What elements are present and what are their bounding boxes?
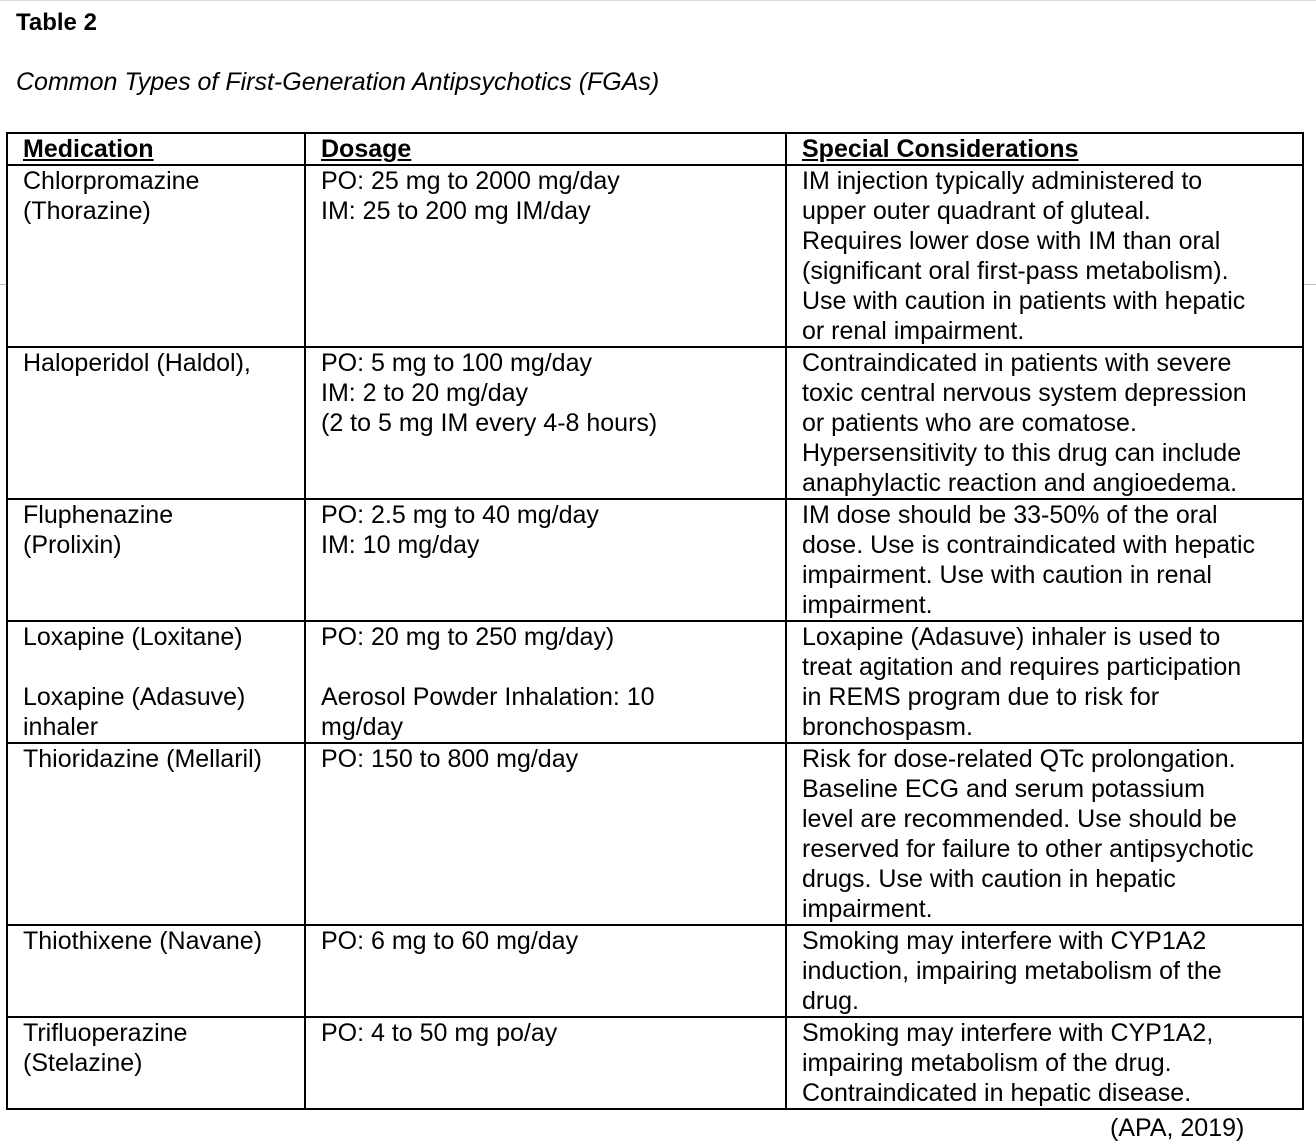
table-row — [7, 1017, 1303, 1109]
cell-medication: Fluphenazine (Prolixin) — [7, 499, 305, 621]
cell-medication: Trifluoperazine (Stelazine) — [7, 1017, 305, 1109]
table-row — [7, 165, 1303, 347]
cell-special-considerations: IM injection typically administered to upper outer quadrant of gluteal. Requires lower dose with IM than oral (significant oral first-pass metabolism). Use with caution in patients with hepatic or renal impairment. — [786, 165, 1303, 347]
table-row — [7, 743, 1303, 925]
cell-medication: Haloperidol (Haldol), — [7, 347, 305, 499]
cell-special-considerations: IM dose should be 33-50% of the oral dose. Use is contraindicated with hepatic impairment. Use with caution in renal impairment. — [786, 499, 1303, 621]
cell-medication: Thioridazine (Mellaril) — [7, 743, 305, 925]
cell-special-considerations: Smoking may interfere with CYP1A2, impairing metabolism of the drug. Contraindicated in hepatic disease. — [786, 1017, 1303, 1109]
cell-medication: Loxapine (Loxitane) Loxapine (Adasuve) inhaler — [7, 621, 305, 743]
cell-special-considerations: Loxapine (Adasuve) inhaler is used to treat agitation and requires participation in REMS program due to risk for bronchospasm. — [786, 621, 1303, 743]
table-row — [7, 499, 1303, 621]
cell-special-considerations: Smoking may interfere with CYP1A2 induction, impairing metabolism of the drug. — [786, 925, 1303, 1017]
table-caption: Common Types of First-Generation Antipsychotics (FGAs) — [16, 68, 660, 96]
cell-medication: Chlorpromazine (Thorazine) — [7, 165, 305, 347]
table-row — [7, 347, 1303, 499]
cell-dosage: PO: 150 to 800 mg/day — [305, 743, 786, 925]
cell-medication: Thiothixene (Navane) — [7, 925, 305, 1017]
cell-special-considerations: Risk for dose-related QTc prolongation. Baseline ECG and serum potassium level are recommended. Use should be reserved for failure to other antipsychotic drugs. Use with caution in hepatic impairment. — [786, 743, 1303, 925]
table-row — [7, 925, 1303, 1017]
header-medication: Medication — [7, 133, 305, 165]
cell-dosage: PO: 6 mg to 60 mg/day — [305, 925, 786, 1017]
fga-table — [6, 132, 1304, 1110]
header-dosage: Dosage — [305, 133, 786, 165]
table-row — [7, 621, 1303, 743]
table-label: Table 2 — [16, 9, 97, 36]
header-special-considerations: Special Considerations — [786, 133, 1303, 165]
citation: (APA, 2019) — [1110, 1114, 1245, 1142]
cell-dosage: PO: 4 to 50 mg po/ay — [305, 1017, 786, 1109]
header-row — [7, 133, 1303, 165]
cell-dosage: PO: 25 mg to 2000 mg/day IM: 25 to 200 mg IM/day — [305, 165, 786, 347]
cell-special-considerations: Contraindicated in patients with severe toxic central nervous system depression or patients who are comatose. Hypersensitivity to this drug can include anaphylactic reaction and angioedema. — [786, 347, 1303, 499]
top-divider — [0, 0, 1316, 1]
cell-dosage: PO: 20 mg to 250 mg/day) Aerosol Powder Inhalation: 10 mg/day — [305, 621, 786, 743]
cell-dosage: PO: 2.5 mg to 40 mg/day IM: 10 mg/day — [305, 499, 786, 621]
cell-dosage: PO: 5 mg to 100 mg/day IM: 2 to 20 mg/day (2 to 5 mg IM every 4-8 hours) — [305, 347, 786, 499]
page-edge-tick-right — [1302, 284, 1316, 285]
